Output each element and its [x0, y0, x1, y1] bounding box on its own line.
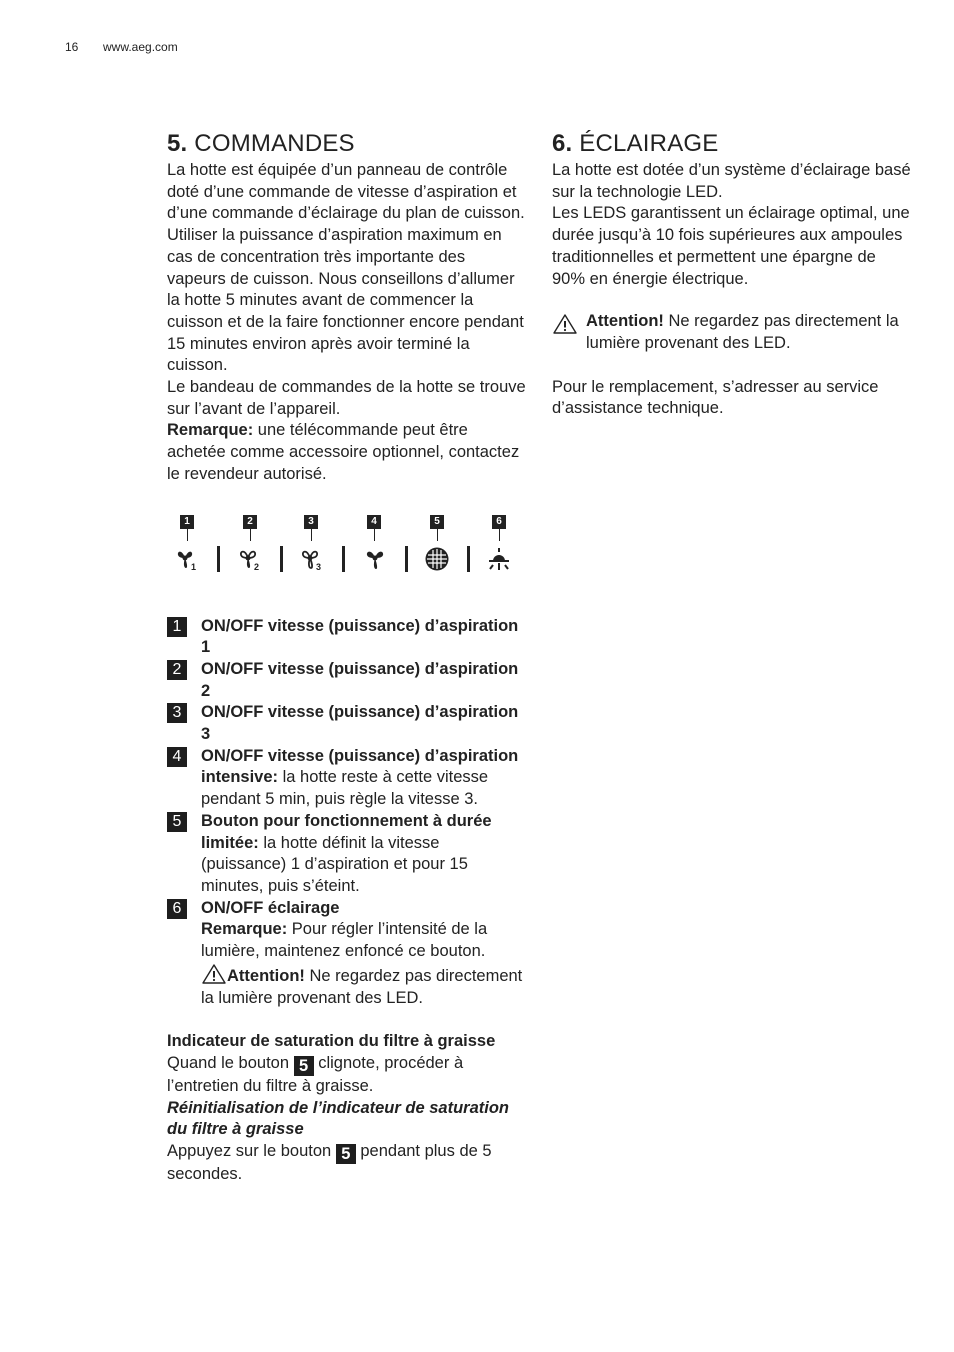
panel-number: 5 — [430, 515, 444, 529]
panel-number: 3 — [304, 515, 318, 529]
svg-text:1: 1 — [191, 561, 197, 572]
panel-separator — [280, 546, 283, 572]
filter-text-before: Quand le bouton — [167, 1053, 294, 1072]
page-number: 16 — [65, 40, 79, 54]
panel-leader-line — [250, 529, 251, 541]
section-number: 5. — [167, 130, 188, 157]
panel-number: 6 — [492, 515, 506, 529]
panel-separator — [217, 546, 220, 572]
attention-text: Ne regardez pas directement la lumière provenant des LED. — [586, 312, 899, 352]
intro-paragraph: La hotte est équipée d’un panneau de contrôle doté d’une commande de vitesse d’aspiration et d’une commande d’éclairage du plan de cuisson. — [167, 161, 525, 223]
paragraph: Pour le remplacement, s’adresser au service d’assistance technique. — [552, 377, 879, 418]
section-title — [552, 128, 912, 160]
filter-text-after: clignote, procéder à l’entretien du filtre à graisse. — [167, 1053, 464, 1095]
remark-label: Remarque: — [167, 421, 254, 440]
filter-indicator-heading: Indicateur de saturation du filtre à graisse — [167, 1032, 496, 1051]
remark-paragraph — [167, 420, 527, 485]
section-title — [167, 128, 527, 160]
panel-leader-line — [374, 529, 375, 541]
item-text: la hotte définit la vitesse (puissance) 1 d’aspiration et pour 15 minutes, puis s’éteint. — [201, 833, 468, 895]
item-remark-label: Remarque: — [201, 920, 288, 939]
panel-number: 4 — [367, 515, 381, 529]
button-descriptions — [167, 616, 527, 1010]
control-panel-diagram — [167, 506, 527, 616]
item-attention-text: Ne regardez pas directement la lumière provenant des LED. — [201, 966, 523, 1007]
filter-indicator-text — [167, 1053, 527, 1098]
fan-speed-1-icon[interactable] — [174, 546, 200, 572]
panel-leader-line — [499, 529, 500, 541]
fan-speed-3-icon[interactable] — [299, 546, 325, 572]
list-item — [167, 811, 527, 898]
item-attention — [201, 963, 527, 1009]
panel-separator — [342, 546, 345, 572]
fan-speed-2-icon[interactable] — [237, 546, 263, 572]
item-title: ON/OFF éclairage — [201, 898, 340, 917]
reset-heading: Réinitialisation de l’indicateur de saturation du filtre à graisse — [167, 1098, 509, 1139]
panel-leader-line — [187, 529, 188, 541]
spacer — [552, 355, 912, 377]
reset-text-before: Appuyez sur le bouton — [167, 1142, 336, 1161]
section-title-text: ÉCLAIRAGE — [579, 130, 719, 157]
panel-separator — [467, 546, 470, 572]
attention-note — [552, 311, 912, 354]
item-title: ON/OFF vitesse (puissance) d’aspiration intensive: — [201, 746, 519, 787]
intro-paragraph: Le bandeau de commandes de la hotte se trouve sur l’avant de l’appareil. — [167, 378, 526, 418]
item-number: 2 — [167, 660, 187, 680]
reset-text — [167, 1141, 527, 1186]
item-attention-label: Attention! — [227, 966, 305, 985]
list-item — [167, 702, 527, 745]
panel-number: 1 — [180, 515, 194, 529]
item-number: 4 — [167, 747, 187, 767]
list-item — [167, 746, 527, 811]
item-remark — [201, 919, 527, 962]
intro-paragraph: Utiliser la puissance d’aspiration maximum en cas de concentration très importante des vapeurs de cuisson. Nous conseillons d’allumer la hotte 5 minutes avant de commencer la cuisson et de la faire fonctionner encore pendant 15 minutes environ après avoir terminé la cuisson. — [167, 226, 524, 375]
panel-separator — [405, 546, 408, 572]
item-text: la hotte reste à cette vitesse pendant 5 min, puis règle la vitesse 3. — [201, 768, 489, 809]
light-icon[interactable] — [486, 546, 512, 572]
item-number: 6 — [167, 899, 187, 919]
button-5-badge: 5 — [336, 1144, 356, 1164]
section-eclairage — [552, 128, 912, 420]
warning-icon — [552, 313, 578, 335]
warning-icon — [201, 963, 227, 985]
item-number: 5 — [167, 812, 187, 832]
section-title-text: COMMANDES — [194, 130, 355, 157]
item-title: ON/OFF vitesse (puissance) d’aspiration 1 — [201, 616, 519, 657]
item-remark-text: Pour régler l’intensité de la lumière, maintenez enfoncé ce bouton. — [201, 920, 488, 961]
reset-text-after: pendant plus de 5 secondes. — [167, 1142, 492, 1184]
attention-label: Attention! — [586, 312, 664, 331]
paragraph: La hotte est dotée d’un système d’éclairage basé sur la technologie LED. — [552, 161, 911, 201]
item-number: 3 — [167, 703, 187, 723]
website-url: www.aeg.com — [103, 40, 178, 54]
svg-text:3: 3 — [316, 561, 322, 572]
panel-leader-line — [437, 529, 438, 541]
item-title: ON/OFF vitesse (puissance) d’aspiration 2 — [201, 659, 519, 700]
grid-timer-icon[interactable] — [424, 546, 450, 572]
button-5-badge: 5 — [294, 1056, 314, 1076]
svg-text:2: 2 — [254, 561, 260, 572]
section-commandes — [167, 128, 527, 1186]
item-number: 1 — [167, 617, 187, 637]
section-number: 6. — [552, 130, 573, 157]
list-item — [167, 616, 527, 659]
list-item — [167, 659, 527, 702]
panel-number: 2 — [243, 515, 257, 529]
fan-intensive-icon[interactable] — [362, 546, 388, 572]
panel-leader-line — [311, 529, 312, 541]
list-item — [167, 898, 527, 1010]
remark-text: une télécommande peut être achetée comme accessoire optionnel, contactez le revendeur autorisé. — [167, 421, 520, 483]
paragraph: Les LEDS garantissent un éclairage optimal, une durée jusqu’à 10 fois supérieures aux ampoules traditionnelles et permettent une épargne de 90% en énergie électrique. — [552, 204, 910, 288]
item-title: ON/OFF vitesse (puissance) d’aspiration 3 — [201, 703, 519, 744]
item-title: Bouton pour fonctionnement à durée limitée: — [201, 811, 492, 852]
spacer — [167, 1009, 527, 1031]
